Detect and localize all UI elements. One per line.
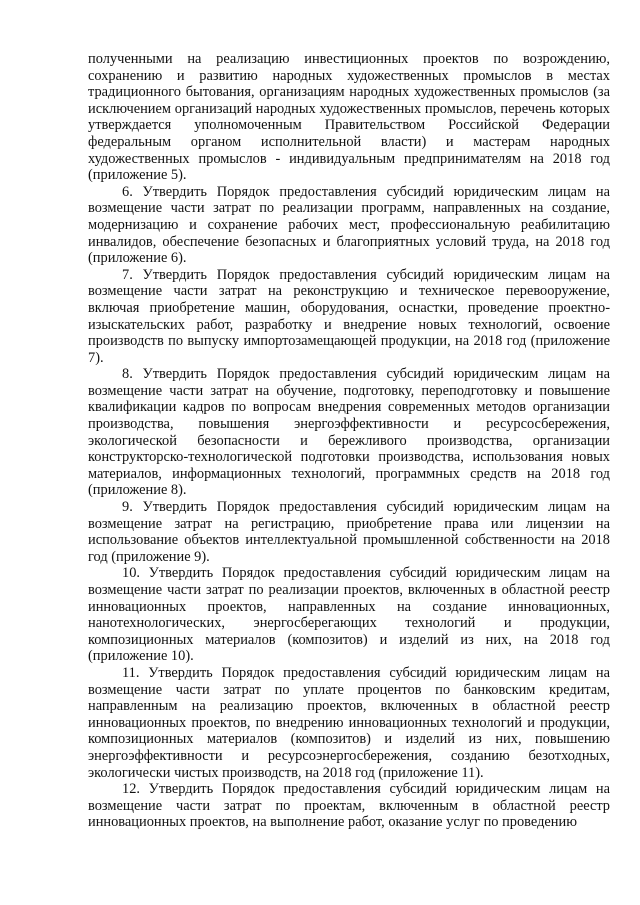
paragraph-continuation: полученными на реализацию инвестиционных проектов по возрождению, сохранению и развитию народных художественных промыслов в местах традиционного бытования, организациям народных художественных промыслов (за исключением организаций народных художественных промыслов, перечень которых утверждается уполномоченным Правительством Российской Федерации федеральным органом исполнительной власти) и мастерам народных художественных промыслов - индивидуальным предпринимателям на 2018 год (приложение 5). [88, 51, 610, 184]
paragraph-item-10: 10. Утвердить Порядок предоставления субсидий юридическим лицам на возмещение части затрат по реализации проектов, включенных в областной реестр инновационных проектов, направленных на создание инновационных, нанотехнологических, энергосберегающих технологий и продукции, композиционных материалов (композитов) и изделий из них, на 2018 год (приложение 10). [88, 565, 610, 665]
paragraph-item-11: 11. Утвердить Порядок предоставления субсидий юридическим лицам на возмещение части затрат по уплате процентов по банковским кредитам, направленным на реализацию проектов, включенных в областной реестр инновационных проектов, по внедрению инновационных технологий и продукции, композиционных материалов (композитов) и изделий из них, повышению энергоэффективности и ресурсоэнергосбережения, созданию безотходных, экологически чистых производств, на 2018 год (приложение 11). [88, 664, 610, 781]
paragraph-item-7: 7. Утвердить Порядок предоставления субсидий юридическим лицам на возмещение части затрат на реконструкцию и техническое перевооружение, включая приобретение машин, оборудования, оснастки, проведение проектно-изыскательских работ, разработку и внедрение новых технологий, освоение производств по выпуску импортозамещающей продукции, на 2018 год (приложение 7). [88, 266, 610, 366]
paragraph-item-12: 12. Утвердить Порядок предоставления субсидий юридическим лицам на возмещение части затрат по проектам, включенным в областной реестр инновационных проектов, на выполнение работ, оказание услуг по проведению [88, 781, 610, 831]
paragraph-item-6: 6. Утвердить Порядок предоставления субсидий юридическим лицам на возмещение части затрат по реализации программ, направленных на создание, модернизацию и сохранение рабочих мест, профессиональную реабилитацию инвалидов, обеспечение безопасных и благоприятных условий труда, на 2018 год (приложение 6). [88, 183, 610, 267]
document-page [88, 51, 610, 831]
paragraph-item-9: 9. Утвердить Порядок предоставления субсидий юридическим лицам на возмещение затрат на регистрацию, приобретение права или лицензии на использование объектов интеллектуальной промышленной собственности на 2018 год (приложение 9). [88, 499, 610, 565]
paragraph-item-8: 8. Утвердить Порядок предоставления субсидий юридическим лицам на возмещение части затрат на обучение, подготовку, переподготовку и повышение квалификации кадров по вопросам внедрения современных методов организации производства, повышения энергоэффективности и ресурсосбережения, экологической безопасности и бережливого производства, организации конструкторско-технологической подготовки производства, использования новых материалов, информационных технологий, программных средств на 2018 год (приложение 8). [88, 366, 610, 499]
